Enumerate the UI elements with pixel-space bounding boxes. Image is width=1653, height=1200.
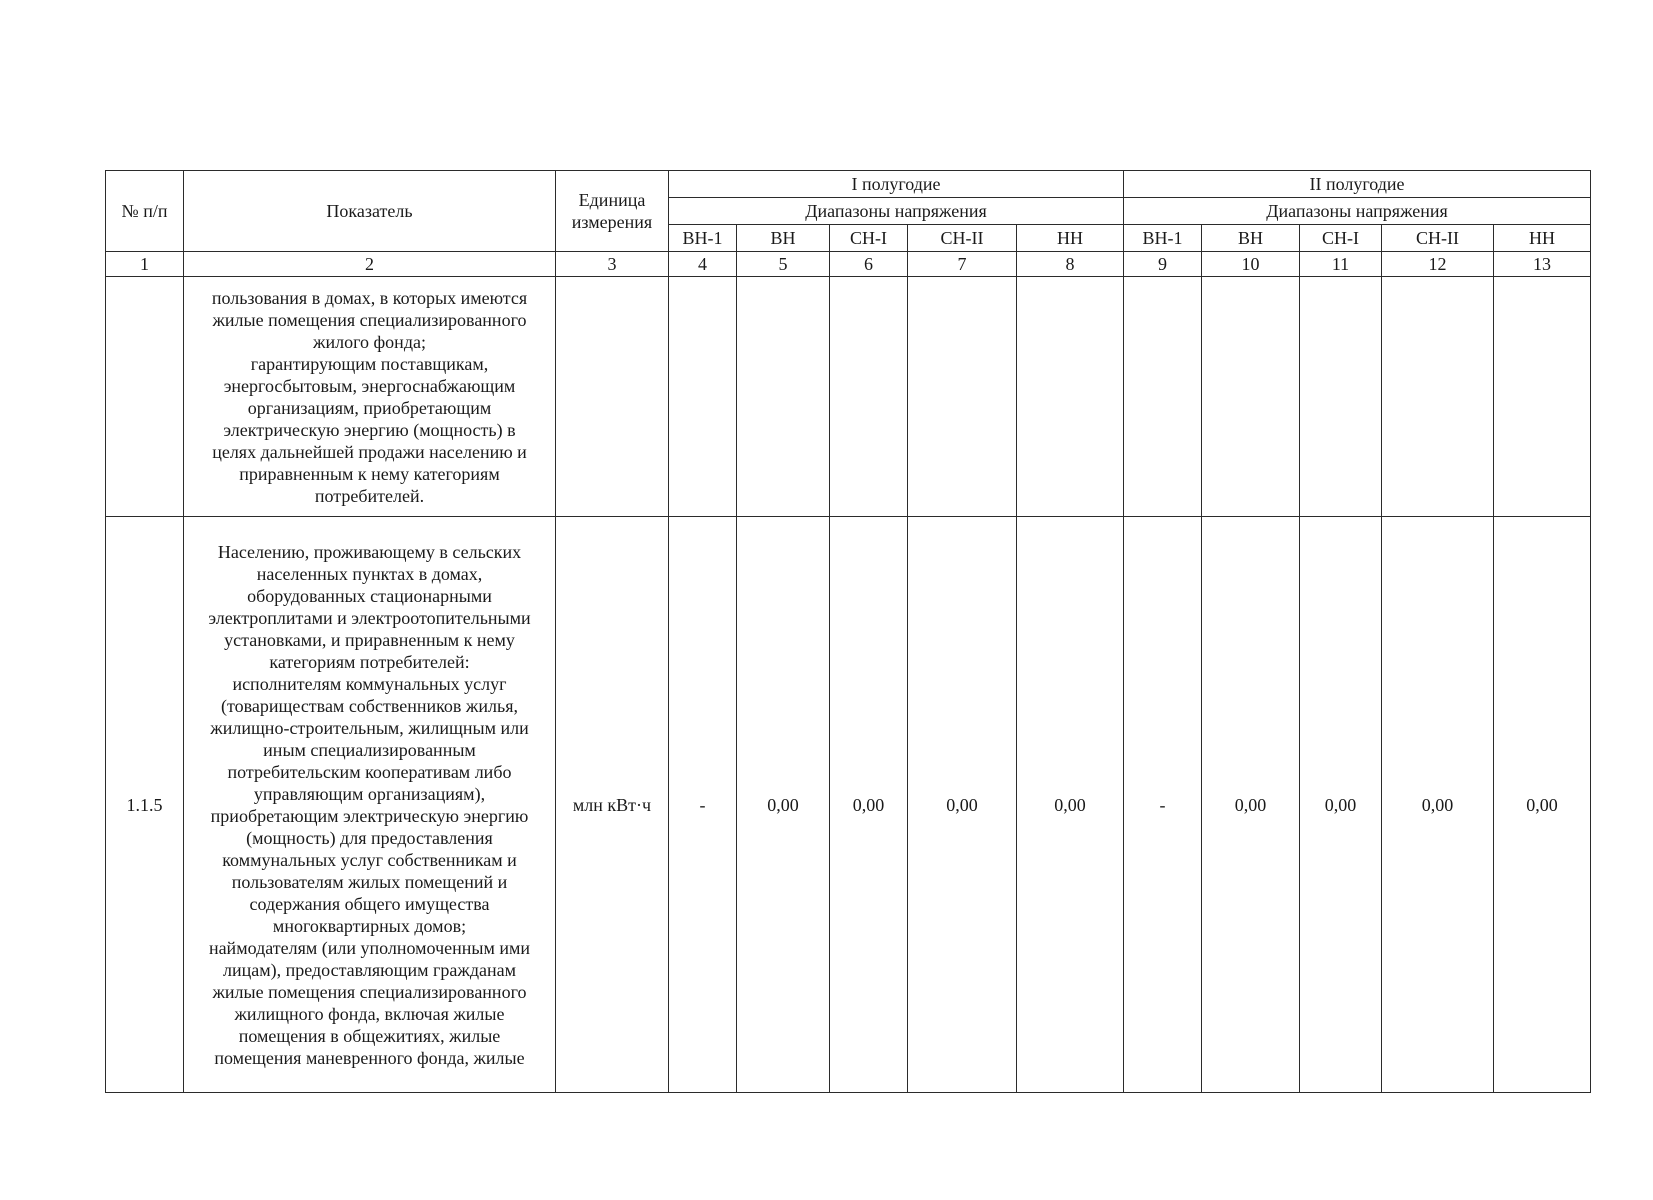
description-line: многоквартирных домов; [272, 915, 467, 936]
value-cell [1300, 277, 1382, 517]
description-line: потребительским кооперативам либо [227, 761, 512, 782]
column-header-level: СН-I [1300, 225, 1382, 252]
description-line: жилые помещения специализированного [212, 981, 527, 1002]
description-line: лицам), предоставляющим гражданам [222, 959, 516, 980]
description-line: населенных пунктах в домах, [256, 563, 483, 584]
description-line: жилого фонда; [313, 331, 426, 352]
column-header-indicator: Показатель [184, 171, 556, 252]
value-cell [1017, 277, 1124, 517]
column-header-level: СН-II [908, 225, 1017, 252]
value-cell: - [1124, 517, 1202, 1093]
column-header-level: СН-II [1382, 225, 1494, 252]
description-line: исполнителям коммунальных услуг [232, 673, 507, 694]
description-line: жилищно-строительным, жилищным или [210, 717, 529, 738]
description-line: коммунальных услуг собственникам и [222, 849, 517, 870]
tariff-table-page [105, 170, 1590, 1093]
description-line: потребителей. [314, 485, 425, 506]
column-number: 3 [556, 252, 669, 277]
description-line: приобретающим электрическую энергию [210, 805, 529, 826]
column-header-level: ВН [737, 225, 830, 252]
description-line: наймодателям (или уполномоченным ими [208, 937, 531, 958]
description-line: Населению, проживающему в сельских [217, 541, 522, 562]
description-line: приравненным к нему категориям [239, 463, 500, 484]
description-line: иным специализированным [263, 739, 476, 760]
table-row [106, 517, 1591, 1093]
description-line: пользования в домах, в которых имеются [211, 287, 528, 308]
header-row-halves [106, 171, 1591, 198]
column-header-first-half: I полугодие [669, 171, 1124, 198]
description-line: установками, и приравненным к нему [224, 629, 515, 650]
column-number: 8 [1017, 252, 1124, 277]
column-header-voltage-ranges-first: Диапазоны напряжения [669, 198, 1124, 225]
column-header-level: НН [1494, 225, 1591, 252]
value-cell: 0,00 [737, 517, 830, 1093]
column-number: 6 [830, 252, 908, 277]
value-cell [1124, 277, 1202, 517]
value-cell: 0,00 [908, 517, 1017, 1093]
description-line: управляющим организациям), [253, 783, 486, 804]
description-line: помещения в общежитиях, жилые [238, 1025, 501, 1046]
table-row [106, 277, 1591, 517]
description-line: целях дальнейшей продажи населению и [212, 441, 527, 462]
description-line: помещения маневренного фонда, жилые [214, 1047, 525, 1068]
row-number: 1.1.5 [106, 517, 184, 1093]
description-line: (мощность) для предоставления [246, 827, 493, 848]
description-line: (товариществам собственников жилья, [221, 695, 518, 716]
column-number: 5 [737, 252, 830, 277]
column-number: 7 [908, 252, 1017, 277]
column-number: 11 [1300, 252, 1382, 277]
description-line: электрическую энергию (мощность) в [223, 419, 516, 440]
column-header-level: ВН [1202, 225, 1300, 252]
row-description [184, 517, 556, 1093]
description-line: содержания общего имущества [249, 893, 490, 914]
value-cell [1202, 277, 1300, 517]
row-unit: млн кВт·ч [556, 517, 669, 1093]
row-unit [556, 277, 669, 517]
value-cell [1382, 277, 1494, 517]
column-number: 10 [1202, 252, 1300, 277]
value-cell [1494, 277, 1591, 517]
column-numbers-row [106, 252, 1591, 277]
column-header-number: № п/п [106, 171, 184, 252]
column-header-voltage-ranges-second: Диапазоны напряжения [1124, 198, 1591, 225]
value-cell: 0,00 [1017, 517, 1124, 1093]
value-cell: 0,00 [830, 517, 908, 1093]
value-cell: 0,00 [1494, 517, 1591, 1093]
column-number: 13 [1494, 252, 1591, 277]
description-line: электроплитами и электроотопительными [208, 607, 531, 628]
column-header-level: ВН-1 [669, 225, 737, 252]
value-cell: 0,00 [1382, 517, 1494, 1093]
column-header-level: СН-I [830, 225, 908, 252]
value-cell [737, 277, 830, 517]
description-line: пользователям жилых помещений и [231, 871, 508, 892]
description-line: жилые помещения специализированного [212, 309, 527, 330]
column-number: 2 [184, 252, 556, 277]
column-number: 1 [106, 252, 184, 277]
value-cell [830, 277, 908, 517]
row-number [106, 277, 184, 517]
description-line: энергосбытовым, энергоснабжающим [223, 375, 516, 396]
value-cell [669, 277, 737, 517]
value-cell: - [669, 517, 737, 1093]
column-number: 9 [1124, 252, 1202, 277]
column-header-level: ВН-1 [1124, 225, 1202, 252]
description-line: организациям, приобретающим [247, 397, 492, 418]
description-line: гарантирующим поставщикам, [250, 353, 489, 374]
column-number: 4 [669, 252, 737, 277]
value-cell: 0,00 [1300, 517, 1382, 1093]
value-cell: 0,00 [1202, 517, 1300, 1093]
column-header-unit: Единица измерения [556, 171, 669, 252]
value-cell [908, 277, 1017, 517]
indicator-table [105, 170, 1591, 1093]
description-line: оборудованных стационарными [247, 585, 492, 606]
description-line: категориям потребителей: [269, 651, 470, 672]
column-header-level: НН [1017, 225, 1124, 252]
column-header-second-half: II полугодие [1124, 171, 1591, 198]
row-description [184, 277, 556, 517]
column-number: 12 [1382, 252, 1494, 277]
description-line: жилищного фонда, включая жилые [234, 1003, 505, 1024]
